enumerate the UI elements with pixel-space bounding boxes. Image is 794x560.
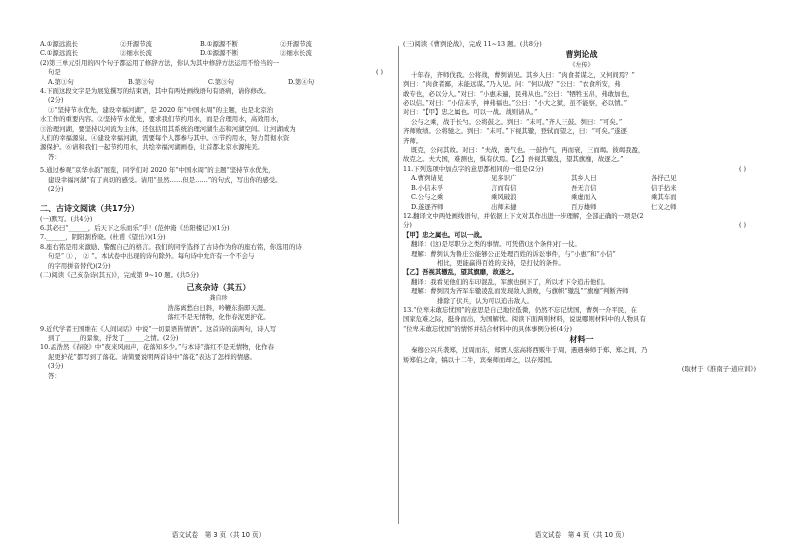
passage-line: 十年春，齐师伐我。公将战，曹刿请见。其乡人曰：“肉食者谋之，又何间焉？” [411, 70, 635, 79]
answer-paren[interactable]: ( ) [738, 221, 746, 230]
jia-translation: 翻译：(这)是尽职分之类的事情。可凭借(这个条件)打一仗。 [411, 240, 581, 249]
passage-line: 公与之乘，战于长勺。公将鼓之。刿曰：“未可。”齐人三鼓。刿曰：“可矣。” [411, 117, 623, 126]
question-8-text: 8.座右铭是用来激励、警醒自己的格言。我们的同学选择了古诗作为你的座右铭，你选用的诗 [40, 242, 302, 251]
exam-page-3 [40, 40, 397, 540]
option-c[interactable]: C.第③句 [208, 77, 234, 86]
jia-understanding-cont: 相比，更能赢得百姓的支持，是打仗的条件。 [437, 258, 565, 267]
passage-line: 既克，公问其故。对曰：“夫战，勇气也。一鼓作气，再而衰，三而竭。彼竭我盈， [411, 146, 645, 155]
question-13-line3: “位卑未敢忘忧国”的情怀并结合材料中的具体事例分析(4分) [403, 324, 572, 333]
question-2-text: (2)第三单元引用的四个句子都运用了修辞方法，你认为其中修辞方法运用不恰当的一 [40, 58, 280, 67]
option-a1: A.①源远流长 [40, 40, 78, 48]
poem-line: 浩荡离愁白日斜，吟鞭东指即天涯。 [167, 303, 270, 312]
question-5-text: 5.通过参观“京华水韵”展览，同学们对 2020 年“中国水周”的主题“坚持节水优先， [40, 166, 275, 175]
passage-line: 必以信。”对曰：“小信未孚，神弗福也。”公曰：“小大之狱，虽不能察，必以情。” [403, 99, 628, 108]
question-5-points: (2分) [48, 185, 64, 194]
question-9-text: 9.近代学者王国维在《人间词话》中说“一切景语皆情语”。这首诗的前两句，诗人写 [40, 324, 277, 333]
subsection-heading: (二)阅读《己亥杂诗(其五)》，完成第 9~10 题。(共5分) [40, 270, 199, 279]
jia-understanding: 理解：曹刿认为鲁庄公能够公正处理百姓的诉讼事件，与“小惠”和“小信” [411, 249, 616, 258]
question-12-line2: 分) ( ) [403, 221, 760, 230]
question-7[interactable]: 7.______，阴阳割昏晓。(杜甫《望岳》)(1分) [40, 233, 166, 242]
question-8-line2[interactable]: 句是“ ① ， ② ”。本试卷中出现的诗句除外。每句诗中允许有一个不会与 [48, 252, 255, 261]
option-c2: ②细水长流 [120, 49, 152, 58]
question-4-text: 4.下面这段文字是为展览撰写的结束语，其中有两处画线语句有语病，请你修改。 [40, 87, 270, 96]
option-d[interactable]: D.第④句 [288, 77, 315, 86]
options-row-cd [40, 49, 397, 58]
poem-title: 己亥杂诗（其五） [186, 283, 251, 293]
jia-sentence: 【甲】忠之属也。可以一战。 [403, 230, 487, 239]
question-11-text: 11.下列选项中加点字的意思都相同的一组是(2分) ( ) [403, 165, 760, 174]
option-a2: ②开源节流 [120, 40, 152, 48]
passage-line: 故克之。夫大国，难测也，惧有伏焉。【乙】吾视其辙乱，望其旗靡，故逐之。” [403, 155, 624, 164]
question-10-line2: 泥更护花”都写到了落花。请简要说明两首诗中“落花”表达了怎样的情感。 [48, 352, 256, 361]
poem-author: 龚自珍 [209, 295, 228, 303]
material-line: 矫郑伯之命，犒以十二牛，宾秦师而却之，以存郑国。 [403, 355, 557, 364]
exam-page-4 [403, 40, 760, 540]
question-5-line2: 建设幸福河湖”有了真切的感受。请用“虽然……但是……”的句式，写出你的感受。 [48, 175, 282, 184]
yi-understanding-cont: 排除了伏兵，认为可以追击敌人。 [437, 296, 533, 305]
passage-line: 水工作的重要内容。②坚持节水优先，要求我们节约用水，而是合理用水，高效用水， [40, 115, 283, 124]
option-b2: ②开源节流 [280, 40, 312, 48]
question-11-row[interactable]: B.小信未孚 言而有信 吾无言信 信手拈来 [411, 183, 677, 192]
option-a[interactable]: A.第①句 [48, 77, 74, 86]
subsection-heading: (三)阅读《曹刿论战》，完成 11~13 题。(共8分) [403, 40, 542, 48]
question-6[interactable]: 6.其必曰“______，后天下之乐而乐”乎！(范仲淹《岳阳楼记》)(1分) [40, 223, 230, 232]
question-13-text: 13.“位卑未敢忘忧国”的意思是自己地位低微，仍然不忘记忧国，曹刿一介平民，在 [403, 305, 637, 314]
material-title: 材料一 [569, 335, 594, 345]
question-4-points: (2分) [48, 96, 64, 105]
page-footer: 语文试卷 第 3 页（共 10 页） [171, 530, 266, 539]
answer-label[interactable]: 答： [48, 152, 61, 161]
passage-title: 曹刿论战 [565, 50, 598, 60]
option-d1: D.①源源不断 [200, 49, 239, 58]
passage-line: 齐师。 [403, 136, 423, 145]
passage-line: 源保护。⑥请和我们一起节约用水，共绘幸福河湖画卷，让首都北京水源纯美。 [40, 143, 264, 152]
question-13-line2: 国家危难之际，挺身而出，为国解忧。阅读下面两则材料，说说哪则材料中的人物具有 [403, 315, 646, 324]
question-11-row[interactable]: A.曹刿请见 见多识广 其乡人曰 各抒己见 [411, 174, 677, 183]
question-10-text: 10.孟浩然《春晓》中“夜来风雨声，花落知多少。”与本诗“落红不是无情物，化作春 [40, 343, 275, 352]
option-d2: ②细水长流 [280, 49, 312, 58]
option-b[interactable]: B.第③句 [128, 77, 154, 86]
passage-source: 《左传》 [569, 62, 594, 70]
question-2-line2: 句是 ( ) [40, 68, 397, 77]
question-11-row[interactable]: D.遂逐齐师 出师未捷 百万雄师 仁义之师 [411, 202, 677, 211]
answer-label[interactable]: 答： [48, 371, 61, 380]
passage-line: ③治理河湖，要坚持以河流为主体，还包括用其系统治理河湖生态和河湖空间。让河湖成为 [40, 124, 296, 133]
section-heading: 二、古诗文阅读（共17分） [40, 203, 140, 213]
passage-line: 敢专也，必以分人。”对曰：“小惠未遍，民弗从也。”公曰：“牺牲玉帛，弗敢加也， [403, 89, 634, 98]
options-row-ab [40, 40, 397, 49]
page-footer: 语文试卷 第 4 页（共 10 页） [534, 530, 629, 539]
passage-line: 人们的幸福源泉。④建设幸福河湖，需要每个人都参与其中。⑤节约用水，努力贯彻水资 [40, 134, 290, 143]
subsection-heading: (一)默写。(共4分) [40, 214, 93, 223]
question-2-options [40, 78, 397, 87]
poem-line: 落红不是无情物，化作春泥更护花。 [167, 313, 270, 322]
question-9-line2[interactable]: 到了______的景象，抒发了______之情。(2分) [48, 333, 179, 342]
question-10-points: (3分) [48, 362, 64, 371]
answer-paren[interactable]: ( ) [375, 68, 383, 77]
passage-line: 齐师败绩。公将驰之。刿曰：“未可。”下视其辙，登轼而望之，曰：“可矣。”遂逐 [403, 127, 627, 136]
material-source: (取材于《淮南子·道应训》) [681, 365, 756, 373]
yi-translation: 翻译：我看见他们的车印混乱，军旗也倒下了，所以才下令追击他们。 [411, 277, 610, 286]
option-b1: B.①源源不断 [200, 40, 239, 48]
question-11-row[interactable]: C.公与之乘 乘风破浪 乘虚而入 乘其车而 [411, 193, 677, 202]
passage-line: 刿曰：“肉食者鄙，未能远谋。”乃入见。问：“何以战？”公曰：“衣食所安，弗 [403, 80, 621, 89]
question-8-line3: 的字用拼音替代)(2分) [48, 261, 111, 270]
passage-line: 对曰：“【甲】忠之属也。可以一战。战则请从。” [403, 108, 538, 117]
yi-sentence: 【乙】吾视其辙乱，望其旗靡，故逐之。 [403, 268, 519, 277]
answer-paren[interactable]: ( ) [738, 164, 746, 173]
yi-understanding: 理解：曹刿因为齐军车辙凌乱而发现敌人溃败，与旗帜“辙乱”“旗靡”判断齐师 [411, 287, 629, 296]
column-divider [398, 46, 399, 524]
option-c1: C.①源远流长 [40, 49, 78, 58]
question-12-text: 12.翻译文中两处画线语句，并依据上下文对其作出进一步理解，全部正确的一项是(2 [403, 211, 644, 220]
passage-line: ①“坚持节水优先，建设幸福河湖”，是 2020 年“中国水周”的主题，也是北京治 [48, 105, 274, 114]
material-line: 秦穆公兴兵袭郑，过周而东，郑贾人弦高将西贩牛于周，遇遇秦师于郑、郑之间，乃 [411, 346, 648, 355]
